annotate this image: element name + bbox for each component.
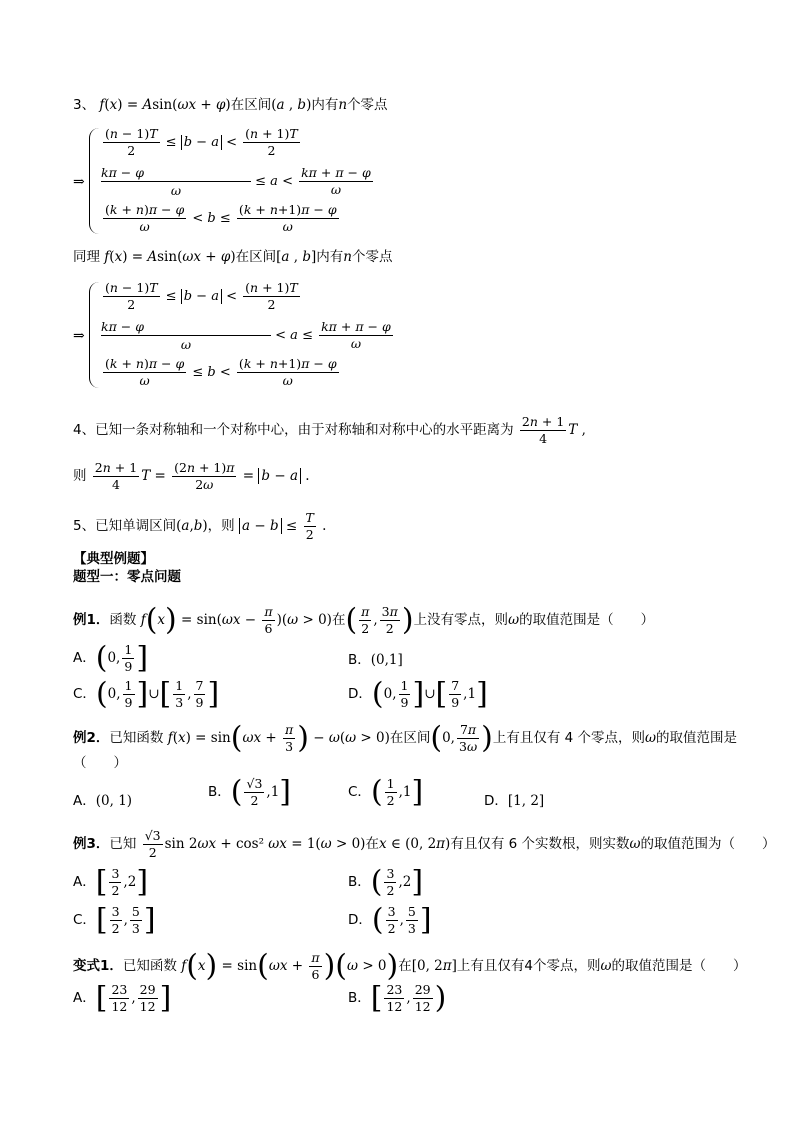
ex1-option-d[interactable]: D．(0, $\frac{1}{9}$ ]∪[ $\frac{7}{9}$ ,1] bbox=[348, 676, 488, 712]
ex1-option-a[interactable]: A．(0, $\frac{1}{9}$ ] bbox=[73, 640, 149, 676]
ex3-option-c[interactable]: C．[ $\frac{3}{2}$ , $\frac{5}{3}$ ] bbox=[73, 902, 156, 938]
var1-option-a[interactable]: A．[ $\frac{23}{12}$ , $\frac{29}{12}$ ] bbox=[73, 980, 172, 1016]
ex3-option-b[interactable]: B．( $\frac{3}{2}$ ,2] bbox=[348, 864, 424, 900]
ex2-option-b[interactable]: B．( $\frac{√3}{2}$ ,1] bbox=[208, 774, 292, 810]
section-title: 【典型例题】 bbox=[73, 551, 154, 567]
var1-option-b[interactable]: B．[ $\frac{23}{12}$ , $\frac{29}{12}$ ) bbox=[348, 980, 447, 1016]
ex3-option-a[interactable]: A．[ $\frac{3}{2}$ ,2] bbox=[73, 864, 149, 900]
item3-line: 3、 f(x) = Asin(ωx + φ)在区间(a , b)内有n个零点 bbox=[73, 97, 388, 113]
item3-same-line: 同理 f(x) = Asin(ωx + φ)在区间[a , b]内有n个零点 bbox=[73, 249, 393, 265]
item4-line2: 则 $\frac{2n + 1}{4}$ T = $\frac{(2n + 1)\pi}{2\omega}$ = b − a . bbox=[73, 460, 310, 492]
item3-system: ⇒ $\frac{(n - 1)T}{2}$ ≤ b − a < $\frac{(n + 1)T}{2}$ $\frac{k\pi - \varphi}{\omega}$ ≤ a < $\frac{k\pi + \pi - \varphi}{\omega}$ $\frac{(k + n)\pi - \varphi}{\omega}$ < b ≤ $\frac{(k + n+1)\pi - \varphi}{\omega}$ bbox=[73, 126, 371, 234]
ex1-question: 例1．函数 f(x) = sin(ωx − $\frac{\pi}{6}$ )(ω > 0)在( $\frac{\pi}{2}$ , $\frac{3\pi}{2}$ )上没有零点，则ω的取值范围是（ ） bbox=[73, 602, 655, 638]
ex3-question: 例3．已知 $\frac{√3}{2}$ sin 2ωx + cos² ωx = 1(ω > 0)在x ∈ (0, 2π)有且仅有 6 个实数根，则实数ω的取值范围为（ ） bbox=[73, 828, 776, 860]
ex3-option-d[interactable]: D．( $\frac{3}{2}$ , $\frac{5}{3}$ ] bbox=[348, 902, 432, 938]
ex1-option-c[interactable]: C．(0, $\frac{1}{9}$ ]∪[ $\frac{1}{3}$ , $\frac{7}{9}$ ] bbox=[73, 676, 220, 712]
item3-same-system: ⇒ $\frac{(n - 1)T}{2}$ ≤ b − a < $\frac{(n + 1)T}{2}$ $\frac{k\pi - \varphi}{\omega}$ < a ≤ $\frac{k\pi + \pi - \varphi}{\omega}$ $\frac{(k + n)\pi - \varphi}{\omega}$ ≤ b < $\frac{(k + n+1)\pi - \varphi}{\omega}$ bbox=[73, 280, 391, 388]
ex2-option-d[interactable]: D．[1, 2] bbox=[484, 793, 545, 809]
ex2-question: 例2．已知函数 f(x) = sin(ωx + $\frac{\pi}{3}$ ) − ω(ω > 0)在区间(0, $\frac{7\pi}{3\omega}$ )上有且仅有 4 个零点，则ω的取值范围是 bbox=[73, 720, 738, 756]
item5-line: 5、已知单调区间(a,b)，则 a − b ≤ $\frac{T}{2}$ . bbox=[73, 510, 327, 542]
var1-question: 变式1．已知函数 f(x) = sin(ωx + $\frac{\pi}{6}$ )(ω > 0)在[0, 2π]上有且仅有4个零点，则ω的取值范围是（ ） bbox=[73, 948, 747, 984]
ex2-question-paren: （ ） bbox=[73, 755, 127, 771]
ex1-option-b[interactable]: B．(0,1] bbox=[348, 652, 403, 668]
section-type1: 题型一：零点问题 bbox=[73, 569, 181, 585]
ex2-option-a[interactable]: A．(0, 1) bbox=[73, 793, 133, 809]
ex2-option-c[interactable]: C．( $\frac{1}{2}$ ,1] bbox=[348, 774, 424, 810]
item4-line1: 4、已知一条对称轴和一个对称中心，由于对称轴和对称中心的水平距离为 $\frac{2n + 1}{4}$ T , bbox=[73, 414, 586, 446]
